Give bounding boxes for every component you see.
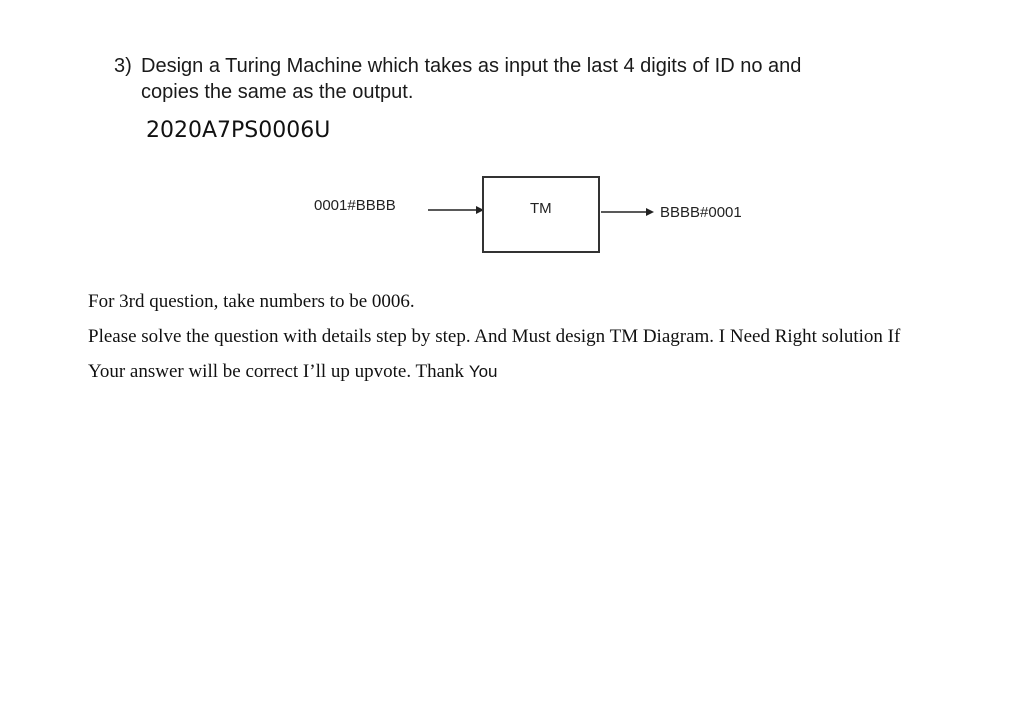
output-tape-label: BBBB#0001 (660, 204, 742, 221)
note-line-3-tail: You (468, 362, 498, 381)
input-tape-label: 0001#BBBB (314, 197, 396, 214)
student-id: 2020A7PS0006U (146, 118, 331, 143)
note-line-3-text: Your answer will be correct I’ll up upvote. Thank (88, 361, 469, 382)
note-line-2: Please solve the question with details step by step. And Must design TM Diagram. I Need Right solution If (88, 326, 901, 347)
question-text-line-2: copies the same as the output. (141, 81, 414, 103)
output-arrow (601, 208, 654, 216)
question-number: 3) (114, 55, 132, 77)
note-line-3 (88, 361, 498, 383)
turing-machine-label: TM (530, 200, 552, 217)
input-arrow (428, 206, 484, 214)
note-line-1: For 3rd question, take numbers to be 0006. (88, 291, 415, 312)
question-text-line-1: Design a Turing Machine which takes as input the last 4 digits of ID no and (141, 55, 802, 77)
